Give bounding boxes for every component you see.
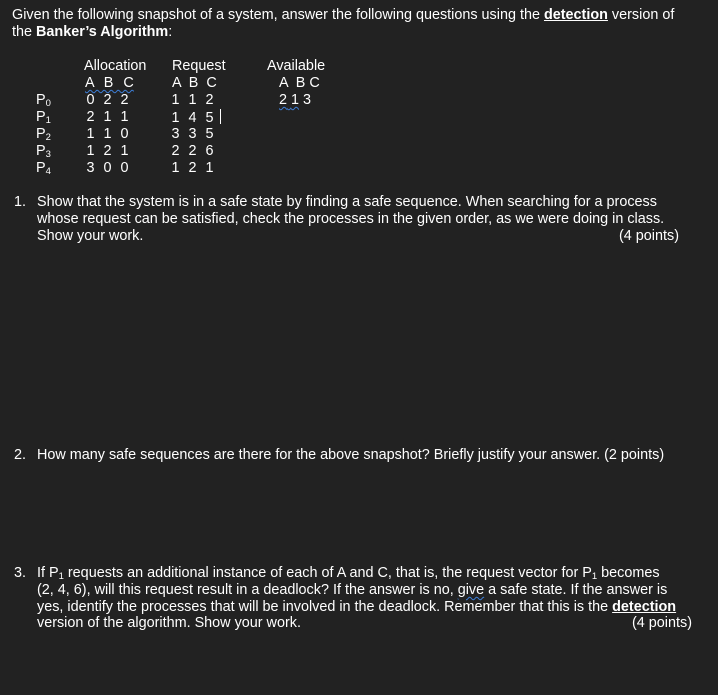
- question-1-points: (4 points): [619, 228, 679, 244]
- question-3-line: If P1 requests an additional instance of each of A and C, that is, the request vector for P1 becomes: [37, 565, 660, 582]
- request-columns: A B C: [172, 75, 217, 91]
- question-3-line: version of the algorithm. Show your work.: [37, 615, 301, 631]
- process-label: P0: [36, 92, 51, 109]
- question-2-line: How many safe sequences are there for the above snapshot? Briefly justify your answer. (2 points): [37, 447, 665, 463]
- intro-line-2: [12, 24, 172, 41]
- question-number: 2.: [14, 447, 27, 463]
- detection-emphasis: detection: [612, 599, 677, 615]
- intro-line-1: [12, 7, 674, 24]
- detection-emphasis: detection: [543, 7, 608, 23]
- algorithm-name: Banker’s Algorithm: [36, 24, 169, 40]
- request-row: 1 2 1: [171, 160, 214, 176]
- question-1-line: whose request can be satisfied, check the processes in the given order, as we were doing in class.: [37, 211, 665, 227]
- intro-text: :: [168, 24, 173, 40]
- intro-text: version of: [607, 7, 675, 23]
- header-request: Request: [172, 58, 226, 74]
- spellcheck-word: give: [457, 582, 485, 598]
- allocation-row: 3 0 0: [86, 160, 129, 176]
- request-row: 2 2 6: [171, 143, 214, 159]
- question-3-points: (4 points): [632, 615, 692, 631]
- request-row: 1 4 5: [167, 109, 221, 127]
- question-number: 3.: [14, 565, 27, 581]
- text-cursor: [220, 109, 221, 124]
- allocation-row: 1 1 0: [86, 126, 129, 142]
- question-3-line: (2, 4, 6), will this request result in a deadlock? If the answer is no, give a safe state. If the answer is: [37, 582, 668, 598]
- process-label: P2: [36, 126, 51, 143]
- request-row: 1 1 2: [171, 92, 214, 108]
- request-row: 3 3 5: [171, 126, 214, 142]
- question-number: 1.: [14, 194, 27, 210]
- allocation-row: 0 2 2: [86, 92, 129, 108]
- header-available: Available: [267, 58, 326, 74]
- header-allocation: Allocation: [84, 58, 147, 74]
- question-3-line: yes, identify the processes that will be involved in the deadlock. Remember that this is the detection: [37, 599, 677, 615]
- available-columns: A B C: [279, 75, 320, 91]
- process-label: P1: [36, 109, 51, 126]
- intro-text: the: [12, 24, 37, 40]
- process-label: P4: [36, 160, 51, 177]
- allocation-columns: A B C: [85, 75, 134, 91]
- intro-text: Given the following snapshot of a system, answer the following questions using the: [12, 7, 544, 23]
- allocation-row: 2 1 1: [86, 109, 129, 125]
- available-row: 2 1 3: [279, 92, 312, 108]
- question-1-line: Show your work.: [37, 228, 144, 244]
- process-label: P3: [36, 143, 51, 160]
- allocation-row: 1 2 1: [86, 143, 129, 159]
- question-1-line: Show that the system is in a safe state by finding a safe sequence. When searching for a process: [37, 194, 657, 210]
